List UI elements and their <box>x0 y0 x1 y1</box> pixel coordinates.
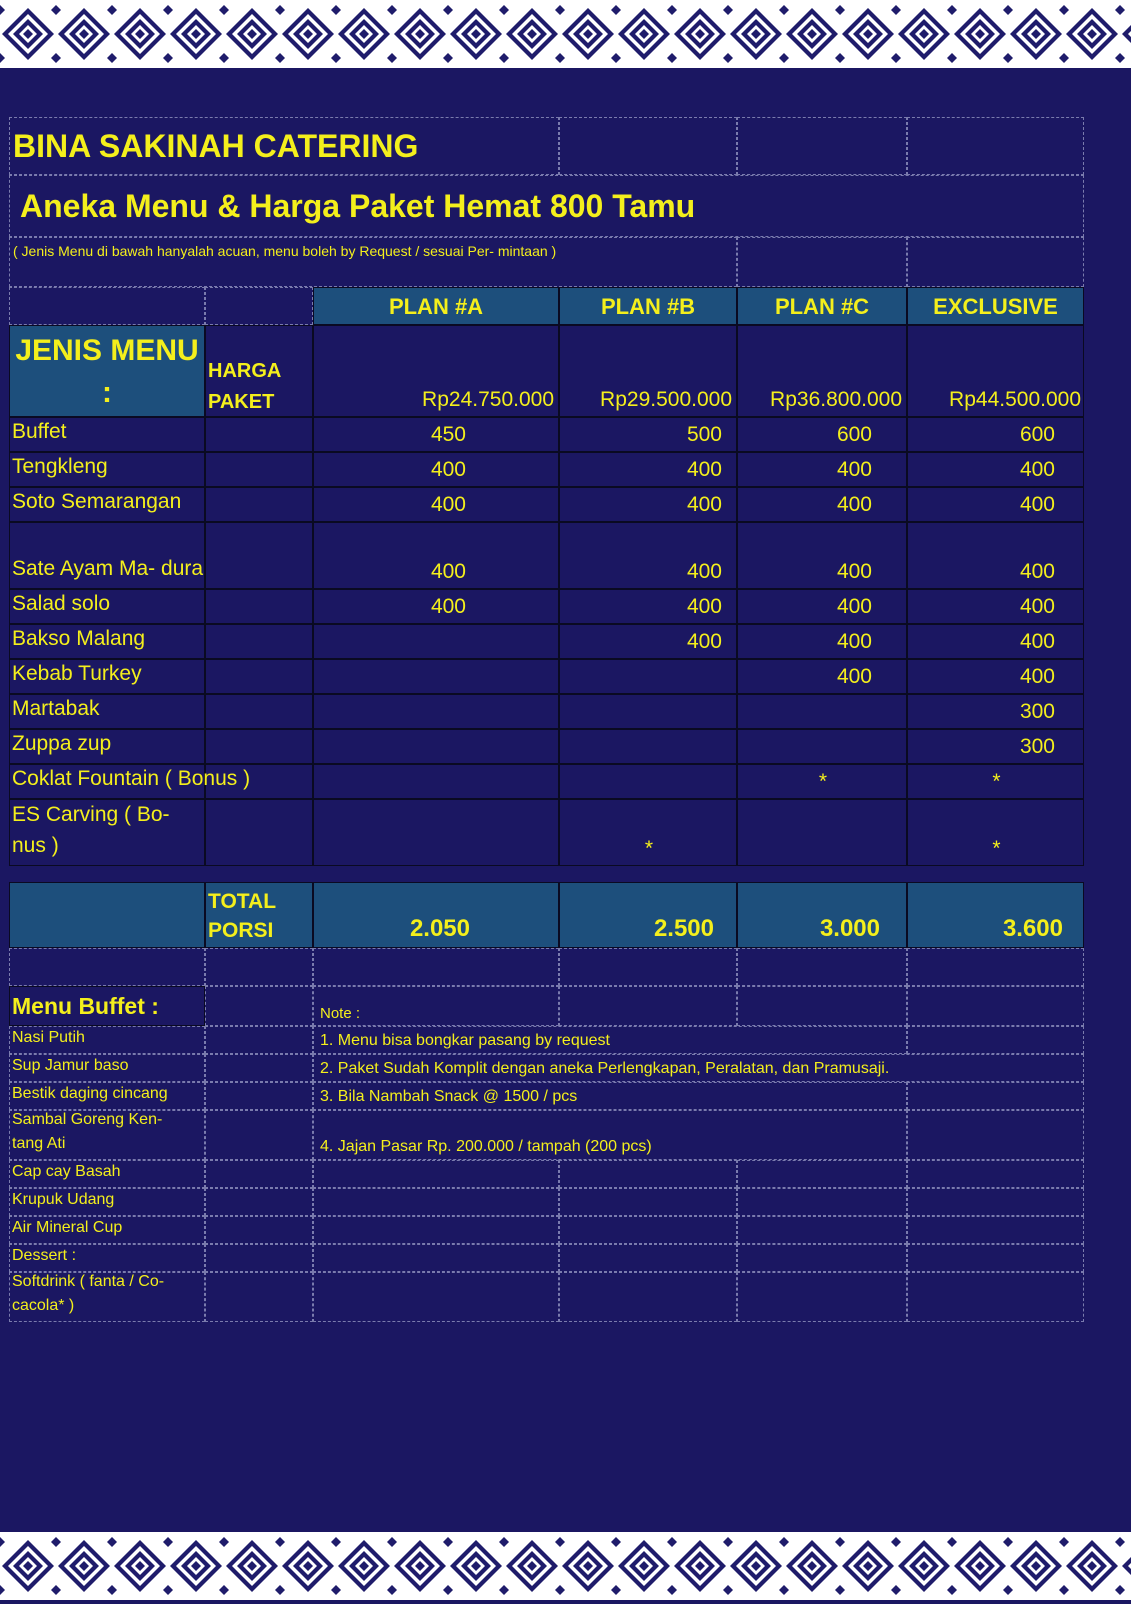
buffet-item-label: Sambal Goreng Ken- tang Ati <box>12 1111 163 1152</box>
buffet-item <box>9 1188 205 1216</box>
menu-item-portion <box>907 522 1084 589</box>
menu-item-label: Tengkleng <box>12 455 108 478</box>
harga-paket-label: HARGA PAKET <box>205 325 313 417</box>
total-plan-a: 2.050 <box>313 882 559 948</box>
buffet-item <box>9 1110 205 1160</box>
top-pattern-band <box>0 0 1131 68</box>
menu-item-name <box>9 452 205 487</box>
note-text: 3. Bila Nambah Snack @ 1500 / pcs <box>320 1088 578 1105</box>
menu-item-label: ES Carving ( Bo- nus ) <box>12 803 170 857</box>
menu-item-portion <box>559 452 737 487</box>
menu-item-name <box>9 729 205 764</box>
portion-value: * <box>818 770 828 793</box>
portion-value: 400 <box>430 458 466 481</box>
menu-item-portion <box>737 452 907 487</box>
menu-item-portion <box>313 694 559 729</box>
portion-value: * <box>992 837 1001 860</box>
portion-value: 400 <box>1019 665 1055 688</box>
portion-value: 400 <box>686 458 722 481</box>
menu-item-label: Zuppa zup <box>12 732 112 755</box>
menu-item-portion <box>313 729 559 764</box>
menu-item-name <box>9 487 205 522</box>
title-cell <box>9 117 559 175</box>
menu-item-portion <box>559 799 737 866</box>
portion-value: 450 <box>430 423 466 446</box>
menu-item-portion <box>907 694 1084 729</box>
menu-item-portion <box>313 452 559 487</box>
menu-item-portion <box>907 799 1084 866</box>
menu-item-portion <box>737 694 907 729</box>
diamond-pattern <box>0 1532 1131 1600</box>
portion-value: 300 <box>1019 735 1055 758</box>
portion-value: 400 <box>1019 630 1055 653</box>
menu-item-portion <box>907 589 1084 624</box>
menu-item-portion <box>737 624 907 659</box>
portion-value: 400 <box>1019 458 1055 481</box>
portion-value: 400 <box>1019 493 1055 516</box>
menu-item-portion <box>313 624 559 659</box>
note-text: 2. Paket Sudah Komplit dengan aneka Perlengkapan, Peralatan, dan Pramusaji. <box>320 1060 890 1077</box>
menu-item-portion <box>559 522 737 589</box>
note-text: 4. Jajan Pasar Rp. 200.000 / tampah (200 pcs) <box>320 1138 652 1155</box>
buffet-item-label: Nasi Putih <box>12 1029 85 1046</box>
menu-item-portion <box>907 729 1084 764</box>
portion-value: 400 <box>836 665 872 688</box>
buffet-item-label: Krupuk Udang <box>12 1191 115 1208</box>
menu-item-label: Salad solo <box>12 592 111 615</box>
menu-item-label: Coklat Fountain ( Bonus ) <box>12 767 251 790</box>
buffet-item <box>9 1054 205 1082</box>
buffet-item-label: Sup Jamur baso <box>12 1057 129 1074</box>
buffet-item <box>9 1216 205 1244</box>
price-plan-c: Rp36.800.000 <box>737 325 907 417</box>
disclaimer-cell <box>9 237 737 287</box>
price-exclusive: Rp44.500.000 <box>907 325 1084 417</box>
portion-value: 400 <box>430 595 466 618</box>
note-item <box>313 1082 907 1110</box>
note-item <box>313 1054 1084 1082</box>
portion-value: 600 <box>1019 423 1055 446</box>
portion-value: 400 <box>686 493 722 516</box>
menu-item-portion <box>559 417 737 452</box>
price-plan-a: Rp24.750.000 <box>313 325 559 417</box>
buffet-item <box>9 1026 205 1054</box>
menu-item-portion <box>559 659 737 694</box>
portion-value: 400 <box>686 630 722 653</box>
buffet-item-label: Air Mineral Cup <box>12 1219 123 1236</box>
plan-b-header: PLAN #B <box>559 287 737 325</box>
portion-value: 600 <box>836 423 872 446</box>
menu-item-label: Soto Semarangan <box>12 490 182 513</box>
plan-c-header: PLAN #C <box>737 287 907 325</box>
note-label: Note : <box>313 986 559 1026</box>
buffet-item-label: Softdrink ( fanta / Co- cacola* ) <box>12 1273 165 1314</box>
portion-value: 400 <box>1019 595 1055 618</box>
note-item <box>313 1110 907 1160</box>
menu-item-label: Sate Ayam Ma- dura <box>12 557 204 580</box>
menu-item-name <box>9 659 205 694</box>
menu-item-portion <box>907 764 1084 799</box>
total-plan-b: 2.500 <box>559 882 737 948</box>
portion-value: 400 <box>430 560 466 583</box>
menu-item-portion <box>313 659 559 694</box>
menu-item-portion <box>737 659 907 694</box>
menu-item-portion <box>737 522 907 589</box>
menu-item-label: Bakso Malang <box>12 627 146 650</box>
menu-buffet-heading: Menu Buffet : <box>9 986 205 1026</box>
total-porsi-label: TOTAL PORSI <box>205 882 313 948</box>
menu-item-portion <box>559 764 737 799</box>
portion-value: * <box>992 770 1001 793</box>
menu-item-name <box>9 522 205 589</box>
menu-item-portion <box>313 417 559 452</box>
plan-a-header: PLAN #A <box>313 287 559 325</box>
menu-item-name <box>9 764 251 799</box>
menu-item-portion <box>737 764 907 799</box>
menu-item-portion <box>737 799 907 866</box>
buffet-item <box>9 1082 205 1110</box>
menu-item-portion <box>559 589 737 624</box>
menu-item-portion <box>907 487 1084 522</box>
menu-item-name <box>9 624 205 659</box>
portion-value: 400 <box>836 630 872 653</box>
buffet-item <box>9 1244 205 1272</box>
buffet-item <box>9 1160 205 1188</box>
diamond-pattern <box>0 0 1131 68</box>
menu-item-portion <box>907 417 1084 452</box>
subtitle-cell <box>9 175 1084 237</box>
menu-item-name <box>9 694 205 729</box>
menu-item-portion <box>737 729 907 764</box>
menu-item-portion <box>559 694 737 729</box>
menu-item-name <box>9 589 205 624</box>
menu-item-portion <box>313 522 559 589</box>
menu-item-name <box>9 417 205 452</box>
menu-item-portion <box>559 729 737 764</box>
menu-item-label: Buffet <box>12 420 67 443</box>
total-exclusive: 3.600 <box>907 882 1084 948</box>
menu-item-portion <box>313 799 559 866</box>
portion-value: 400 <box>430 493 466 516</box>
portion-value: 400 <box>1019 560 1055 583</box>
portion-value: 500 <box>686 423 722 446</box>
menu-item-portion <box>737 589 907 624</box>
menu-item-name <box>9 799 205 866</box>
buffet-item-label: Cap cay Basah <box>12 1163 121 1180</box>
menu-item-portion <box>559 624 737 659</box>
menu-item-portion <box>907 452 1084 487</box>
menu-item-portion <box>559 487 737 522</box>
menu-item-label: Kebab Turkey <box>12 662 142 685</box>
portion-value: 300 <box>1019 700 1055 723</box>
buffet-item <box>9 1272 205 1322</box>
portion-value: 400 <box>686 560 722 583</box>
note-text: 1. Menu bisa bongkar pasang by request <box>320 1032 610 1049</box>
menu-item-label: Martabak <box>12 697 100 720</box>
portion-value: * <box>644 837 654 860</box>
disclaimer: ( Jenis Menu di bawah hanyalah acuan, menu boleh by Request / sesuai Per- mintaan ) <box>13 243 557 259</box>
note-item <box>313 1026 907 1054</box>
company-title: BINA SAKINAH CATERING <box>13 128 419 164</box>
bottom-pattern-band <box>0 1532 1131 1600</box>
exclusive-header: EXCLUSIVE <box>907 287 1084 325</box>
buffet-item-label: Bestik daging cincang <box>12 1085 168 1102</box>
menu-item-portion <box>907 624 1084 659</box>
portion-value: 400 <box>836 458 872 481</box>
portion-value: 400 <box>836 493 872 516</box>
menu-item-portion <box>737 487 907 522</box>
portion-value: 400 <box>836 595 872 618</box>
price-plan-b: Rp29.500.000 <box>559 325 737 417</box>
subtitle: Aneka Menu & Harga Paket Hemat 800 Tamu <box>20 188 696 224</box>
menu-item-portion <box>313 589 559 624</box>
menu-item-portion <box>313 487 559 522</box>
buffet-item-label: Dessert : <box>12 1247 77 1264</box>
menu-item-portion <box>737 417 907 452</box>
menu-item-portion <box>907 659 1084 694</box>
jenis-menu-label: JENIS MENU : <box>9 325 205 417</box>
menu-item-portion <box>313 764 559 799</box>
portion-value: 400 <box>686 595 722 618</box>
portion-value: 400 <box>836 560 872 583</box>
total-plan-c: 3.000 <box>737 882 907 948</box>
